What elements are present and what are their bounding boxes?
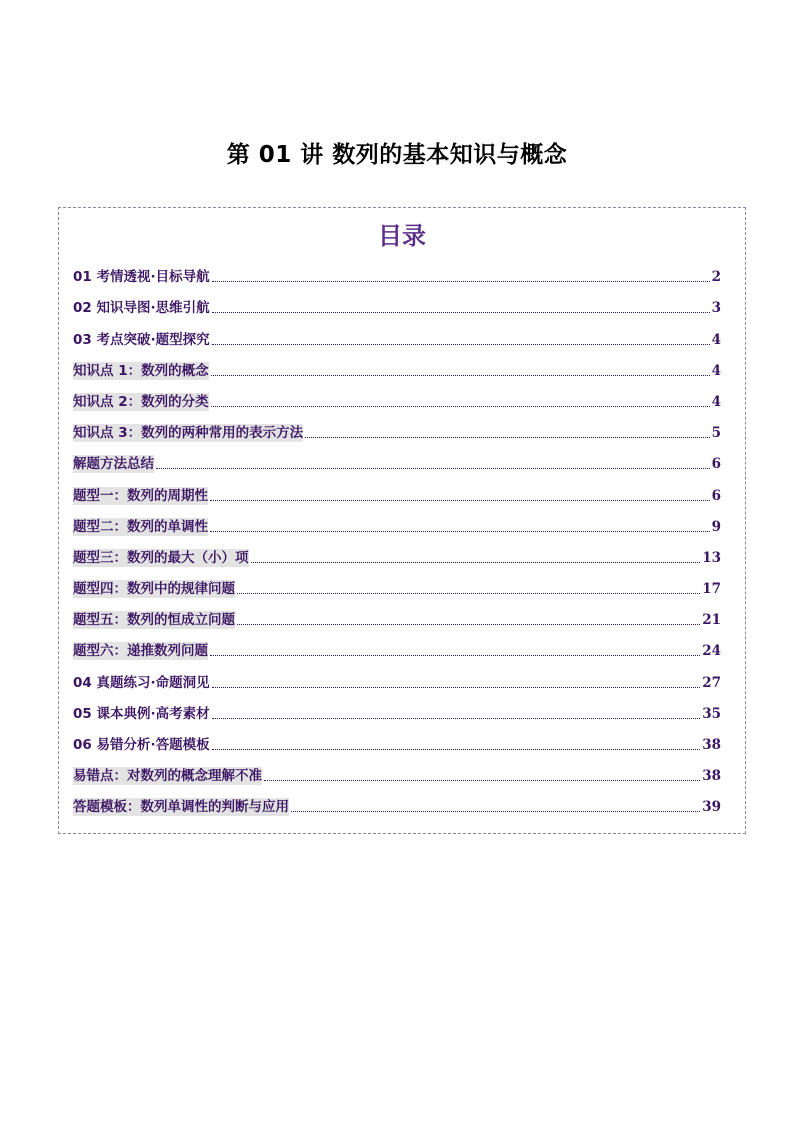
page-title: 第 01 讲 数列的基本知识与概念 [226, 142, 568, 168]
toc-entry[interactable] [73, 473, 721, 504]
toc-dot-leader [305, 436, 710, 438]
toc-entry-label: 题型六：递推数列问题 [73, 643, 208, 660]
toc-entry[interactable] [73, 567, 721, 598]
toc-entry[interactable] [73, 411, 721, 442]
toc-dot-leader [212, 686, 701, 688]
toc-entry[interactable] [73, 723, 721, 754]
toc-entry-label: 03 考点突破·题型探究 [73, 331, 210, 348]
toc-dot-leader [210, 499, 710, 501]
toc-entry[interactable] [73, 349, 721, 380]
toc-entry[interactable] [73, 660, 721, 691]
toc-dot-leader [237, 623, 700, 625]
toc-entry-label: 02 知识导图·思维引航 [73, 300, 210, 317]
toc-entry-page-number: 38 [702, 768, 721, 785]
toc-dot-leader [212, 717, 701, 719]
toc-dot-leader [211, 374, 710, 376]
toc-entry[interactable] [73, 380, 721, 411]
toc-entry-label: 题型一：数列的周期性 [73, 487, 208, 504]
toc-entry-label: 知识点 3：数列的两种常用的表示方法 [73, 425, 304, 442]
toc-entry[interactable] [73, 754, 721, 785]
toc-entry-page-number: 39 [702, 799, 721, 816]
toc-entry-page-number: 4 [711, 362, 721, 379]
toc-entry-label: 01 考情透视·目标导航 [73, 269, 210, 286]
table-of-contents [58, 207, 746, 834]
toc-entry-label: 04 真题练习·命题洞见 [73, 674, 210, 691]
toc-entry-label: 题型五：数列的恒成立问题 [73, 612, 235, 629]
toc-entry-page-number: 9 [711, 518, 721, 535]
toc-entry[interactable] [73, 629, 721, 660]
toc-entry[interactable] [73, 505, 721, 536]
toc-dot-leader [210, 654, 700, 656]
toc-entry-label: 知识点 2：数列的分类 [73, 393, 209, 410]
toc-entry[interactable] [73, 317, 721, 348]
toc-entry[interactable] [73, 785, 721, 816]
toc-entry-page-number: 6 [711, 487, 721, 504]
toc-entry-label: 答题模板：数列单调性的判断与应用 [73, 799, 289, 816]
toc-entry[interactable] [73, 536, 721, 567]
toc-entry-label: 题型四：数列中的规律问题 [73, 581, 235, 598]
toc-entry-page-number: 4 [711, 393, 721, 410]
toc-entry-page-number: 3 [711, 300, 721, 317]
toc-entry-page-number: 21 [702, 612, 721, 629]
toc-entry-page-number: 6 [711, 456, 721, 473]
toc-entry-page-number: 27 [702, 674, 721, 691]
toc-entry-label: 题型二：数列的单调性 [73, 518, 208, 535]
toc-entry-page-number: 35 [702, 705, 721, 722]
toc-entry-label: 题型三：数列的最大（小）项 [73, 549, 249, 566]
toc-entry-page-number: 2 [711, 269, 721, 286]
toc-dot-leader [212, 311, 710, 313]
toc-dot-leader [237, 592, 700, 594]
toc-dot-leader [212, 280, 710, 282]
toc-entry[interactable] [73, 692, 721, 723]
toc-entry-label: 05 课本典例·高考素材 [73, 705, 210, 722]
toc-entry-page-number: 5 [711, 425, 721, 442]
toc-dot-leader [156, 467, 710, 469]
toc-dot-leader [212, 748, 701, 750]
toc-entry-page-number: 24 [702, 643, 721, 660]
toc-dot-leader [291, 810, 700, 812]
toc-entry-label: 知识点 1：数列的概念 [73, 362, 209, 379]
toc-entry-label: 易错点：对数列的概念理解不准 [73, 768, 262, 785]
toc-dot-leader [211, 405, 710, 407]
toc-entry[interactable] [73, 598, 721, 629]
toc-entry[interactable] [73, 255, 721, 286]
toc-entry-label: 06 易错分析·答题模板 [73, 737, 210, 753]
toc-entry-page-number: 38 [702, 737, 721, 753]
toc-entry-page-number: 13 [702, 549, 721, 566]
toc-dot-leader [264, 779, 700, 781]
toc-entry-page-number: 17 [702, 581, 721, 598]
toc-list [73, 255, 721, 816]
toc-entry[interactable] [73, 286, 721, 317]
toc-entry-page-number: 4 [711, 331, 721, 348]
toc-dot-leader [210, 530, 710, 532]
toc-dot-leader [251, 561, 701, 563]
toc-heading: 目录 [378, 222, 426, 250]
toc-entry-label: 解题方法总结 [73, 456, 154, 473]
toc-dot-leader [212, 343, 710, 345]
toc-entry[interactable] [73, 442, 721, 473]
